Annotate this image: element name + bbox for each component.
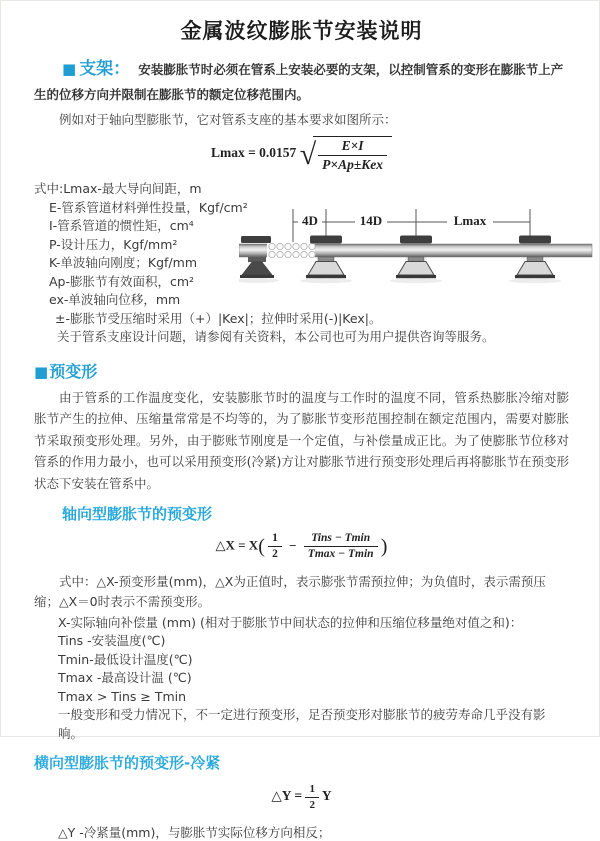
sign-convention-note: ±-膨胀节受压缩时采用（+）|Kex|；拉伸时采用(-)|Kex|。 — [55, 310, 382, 326]
consulting-note: 关于管系支座设计问题，请参阅有关资料，本公司也可为用户提供咨询等服务。 — [57, 329, 495, 345]
predeform-heading-text: 预变形 — [49, 361, 98, 381]
fraction-numerator: E×I — [318, 138, 387, 156]
formula-lhs: △X = X — [215, 537, 259, 553]
where-intro-line: 式中:Lmax-最大导向间距，m — [34, 181, 202, 197]
dim-label-lmax: Lmax — [453, 213, 487, 229]
axial-definitions-list — [58, 614, 569, 744]
definition-line: Tmin-最低设计温度(℃) — [58, 651, 193, 667]
axial-predeform-formula — [34, 532, 569, 561]
support-section-heading: 支架： — [79, 59, 131, 79]
dim-label-4d: 4D — [302, 213, 318, 229]
fraction — [318, 138, 387, 172]
fraction-denominator: P×Ap±Kex — [322, 156, 384, 172]
document-page — [1, 1, 599, 841]
fraction-denominator: 2 — [272, 548, 278, 561]
variable-line: K-单波轴向刚度；Kgf/mm — [49, 255, 197, 271]
pipe-support-diagram — [239, 206, 595, 286]
axial-subheading: 轴向型膨胀节的预变形 — [62, 505, 213, 524]
lateral-subheading: 横向型膨胀节的预变形-冷紧 — [34, 754, 221, 773]
support-example-line: 例如对于轴向型膨胀节，它对管系支座的基本要求如图所示： — [59, 112, 397, 127]
fraction-numerator: Tins − Tmin — [304, 532, 378, 547]
variable-line: I-管系管道的惯性矩，cm⁴ — [49, 218, 194, 234]
blue-square-bullet-icon: ■ — [34, 362, 49, 381]
guide-support-icon — [509, 236, 561, 284]
lateral-formula-note: △Y -冷紧量(mm)，与膨胀节实际位移方向相反； — [58, 825, 331, 841]
formula-lhs: Lmax = 0.0157 — [210, 145, 297, 161]
support-body-text: 安装膨胀节时必须在管系上安装必要的支架，以控制管系的变形在膨胀节上产生的位移方向并限制在膨胀节的额定位移范围内。 — [34, 62, 564, 102]
definition-line: Tmax -最高设计温 (℃) — [58, 670, 192, 686]
support-paragraph — [34, 57, 569, 107]
page-title: 金属波纹膨胀节安装说明 — [180, 19, 423, 43]
predeform-body-paragraph: 由于管系的工作温度变化，安装膨胀节时的温度与工作时的温度不同，管系热膨胀冷缩对膨胀节产生的拉伸、压缩量常常是不均等的，为了膨胀节变形范围控制在额定范围内，需要对膨胀节采取预变形处理。另外，由于膨账节刚度是一个定值，与补偿量成正比。为了使膨胀节位移对管系的作用力最小，也可以采用预变形(冷紧)方让对膨胀节进行预变形处理后再将膨胀节在预变形状态下安装在管系中。 — [34, 389, 569, 491]
variable-line: ex-单波轴向位移，mm — [49, 292, 181, 308]
guide-support-icon — [390, 236, 442, 284]
fraction-denominator: 2 — [309, 798, 315, 811]
temperature-fraction — [304, 532, 378, 561]
predeform-section-heading — [34, 359, 569, 382]
definition-line: Tins -安装温度(℃) — [58, 633, 166, 649]
fraction-denominator: Tmax − Tmin — [307, 548, 374, 561]
half-fraction — [305, 783, 319, 811]
definition-line: Tmax > Tins ≥ Tmin — [58, 688, 187, 704]
formula-rhs: Y — [321, 788, 332, 804]
formula-variable-definitions — [34, 180, 569, 347]
radical-content — [313, 136, 392, 172]
formula-lhs: △Y = — [271, 788, 303, 804]
dim-label-14d: 14D — [359, 213, 383, 229]
variable-line: Ap-膨胀节有效面积，cm² — [49, 273, 195, 289]
close-paren: ) — [380, 535, 388, 558]
variable-line: P-设计压力，Kgf/mm² — [49, 236, 178, 252]
minus-operator: − — [289, 537, 297, 553]
half-fraction — [268, 532, 282, 561]
pipe-diagram-svg — [239, 206, 595, 286]
axial-formula-note: 式中：△X-预变形量(mm)，△X为正值时，表示膨张节需预拉伸；为负值时，表示需预压缩；△X＝0时表示不需预变形。 — [34, 573, 546, 609]
fraction-numerator: 1 — [305, 783, 319, 798]
fraction-numerator: 1 — [268, 532, 282, 547]
definition-line: X-实际轴向补偿量 (mm) (相对于膨胀节中间状态的拉伸和压缩位移量绝对值之和)： — [58, 614, 523, 630]
lateral-predeform-formula — [34, 783, 569, 811]
guide-spacing-formula — [34, 136, 569, 172]
open-paren: ( — [258, 535, 265, 558]
bellows-icon — [267, 242, 315, 259]
radical-sign: √ — [299, 138, 315, 172]
variable-line: E-管系管道材料弹性投量，Kgf/cm² — [49, 199, 248, 215]
blue-square-bullet-icon: ■ — [62, 60, 77, 78]
definition-line: 一般变形和受力情况下，不一定进行预变形，足否预变形对膨胀节的疲劳寿命几乎没有影响。 — [58, 707, 546, 741]
